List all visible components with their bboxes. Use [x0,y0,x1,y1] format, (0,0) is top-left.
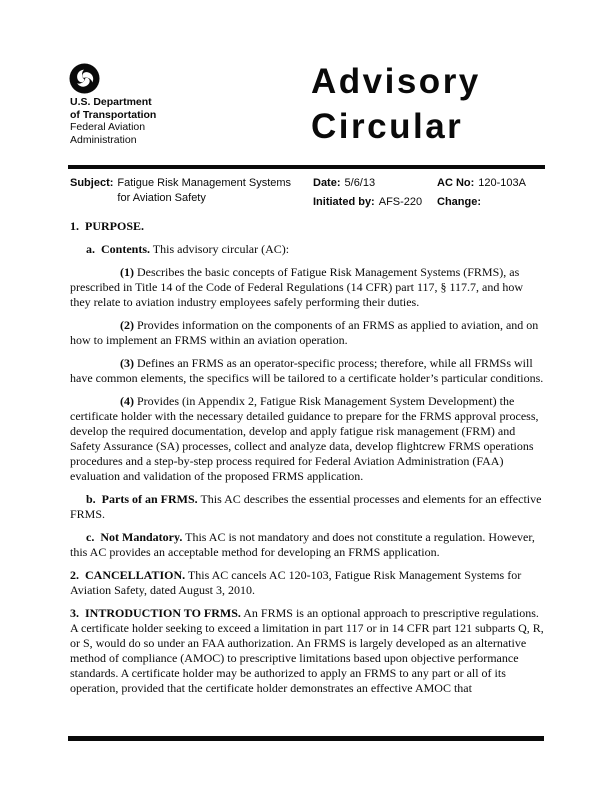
bottom-page-rule [68,736,544,741]
paragraph-5-text: Defines an FRMS as an operator-specific process; therefore, while all FRMSs will have common elements, the specifics will be tailored to a certificate holder’s particular conditions. [70,356,544,385]
agency-name-block [70,96,156,146]
ac-number-field [437,176,526,195]
paragraph-10-lead: 3. INTRODUCTION TO FRMS. [70,606,241,620]
paragraph-8 [70,530,545,560]
paragraph-7-lead: b. Parts of an FRMS. [86,492,198,506]
document-title [311,59,481,149]
paragraph-4-lead: (2) [120,318,134,332]
initiated-by-field [313,195,422,214]
subject-value [117,176,291,206]
paragraph-6-text: Provides (in Appendix 2, Fatigue Risk Management System Development) the certificate holder with the necessary detailed guidance to prepare for the FRMS approval process, develop the required documentation, develop and apply fatigue risk management (FRM) and Safety Assurance (SA) processes, collect and analyze data, develop flightcrew FRMS operations procedures and a step-by-step process required for Federal Aviation Administration (FAA) evaluation and validation of the proposed FRMS application. [70,394,539,483]
paragraph-5-lead: (3) [120,356,134,370]
date-label: Date: [313,177,341,189]
date-value: 5/6/13 [344,177,376,189]
paragraph-10-text: An FRMS is an optional approach to prescriptive regulations. A certificate holder seeking to exceed a limitation in part 117 or in 14 CFR part 121 subparts Q, R, or S, would do so under an FAA authorization. An FRMS is largely developed as an alternative method of compliance (AMOC) to prescriptive limitations based upon objective performance standards. A certificate holder may be authorized to apply an FRMS to any part or all of its operation, provided that the certificate holder demonstrates an effective AMOC that [70,606,544,695]
subject-field [70,176,291,206]
paragraph-2 [70,242,545,257]
paragraph-8-lead: c. Not Mandatory. [86,530,183,544]
ac-number-column [437,176,526,214]
initiated-by-label: Initiated by: [313,196,375,208]
subject-value-line-2: for Aviation Safety [117,192,206,204]
initiated-by-value: AFS-220 [378,196,423,208]
agency-line-1: U.S. Department [70,96,152,108]
agency-line-4: Administration [70,133,137,146]
paragraph-10 [70,606,545,696]
subject-value-line-1: Fatigue Risk Management Systems [117,177,292,189]
paragraph-6-lead: (4) [120,394,134,408]
agency-line-2: of Transportation [70,108,157,121]
paragraph-4 [70,318,545,348]
paragraph-3-text: Describes the basic concepts of Fatigue Risk Management Systems (FRMS), as prescribed in Title 14 of the Code of Federal Regulations (14 CFR) part 117, § 117.7, and how they relate to aviation industry employees safely performing their duties. [70,265,524,309]
paragraph-8-text: This AC is not mandatory and does not constitute a regulation. However, this AC provides an acceptable method for developing an FRMS application. [70,530,535,559]
agency-line-3: Federal Aviation [70,121,146,134]
paragraph-1-lead: 1. PURPOSE. [70,219,145,233]
paragraph-3-lead: (1) [120,265,134,279]
dot-logo [69,63,100,94]
ac-number-label: AC No: [437,177,475,189]
paragraph-7-text: This AC describes the essential processes and elements for an effective FRMS. [70,492,542,521]
document-title-line-2: Circular [311,107,464,146]
paragraph-5 [70,356,545,386]
paragraph-7 [70,492,545,522]
date-field [313,176,422,195]
dot-triskelion-icon [69,63,100,94]
date-column [313,176,422,214]
change-field [437,195,526,214]
paragraph-3 [70,265,545,310]
subject-label: Subject: [70,177,114,189]
paragraph-9-lead: 2. CANCELLATION. [70,568,186,582]
paragraph-9 [70,568,545,598]
meta-block [70,176,546,212]
paragraph-4-text: Provides information on the components of an FRMS as applied to aviation, and on how to implement an FRMS within an aviation operation. [70,318,539,347]
ac-number-value: 120-103A [478,177,526,189]
document-title-line-1: Advisory [311,62,481,101]
paragraph-1 [70,219,545,234]
document-body [70,219,545,696]
paragraph-6 [70,394,545,484]
paragraph-2-lead: a. Contents. [86,242,151,256]
header-rule [68,165,545,169]
paragraph-2-text: This advisory circular (AC): [150,242,290,256]
change-label: Change: [437,196,481,208]
paragraph-9-text: This AC cancels AC 120-103, Fatigue Risk Management Systems for Aviation Safety, dated August 3, 2010. [70,568,522,597]
